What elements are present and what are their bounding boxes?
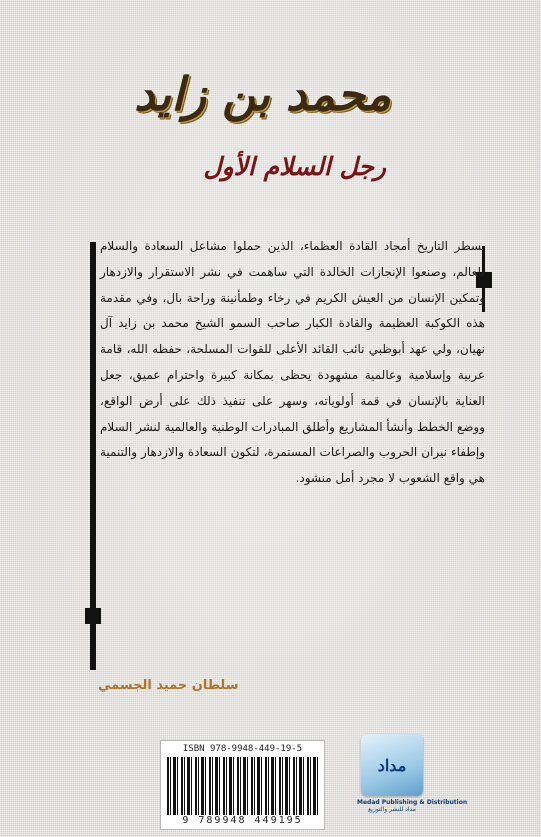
publisher-logo-word: مداد bbox=[377, 755, 407, 775]
publisher-logo bbox=[357, 734, 468, 826]
publisher-name-ar: مداد للنشر والتوزيع bbox=[368, 806, 416, 813]
publisher-logo-tile bbox=[361, 734, 423, 796]
book-title: محمد بن زايد bbox=[134, 67, 391, 121]
left-rule-marker bbox=[85, 608, 101, 624]
author-name: سلطان حميد الجسمي bbox=[98, 678, 239, 693]
publisher-name-en: Medad Publishing & Distribution bbox=[357, 799, 468, 806]
blurb-text: يسطر التاريخ أمجاد القادة العظماء، الذين حملوا مشاعل السعادة والسلام للعالم، وصنعوا الإنجازات الخالدة التي ساهمت في نشر الاستقرار والازدهار وتمكين الإنسان من العيش الكريم في رخاء وطمأنينة وراحة بال، وفي مقدمة هذه الكوكبة العظيمة والقادة الكبار صاحب السمو الشيخ محمد بن زايد آل نهيان، ولي عهد أبوظبي نائب القائد الأعلى للقوات المسلحة، حفظه الله، قامة عربية وإسلامية وعالمية مشهودة يحظى بمكانة كبيرة واحترام عميق، جعل العناية بالإنسان في قمة أولوياته، وسهر على تنفيذ ذلك على أرض الواقع، ووضع الخطط وأنشأ المشاريع وأطلق المبادرات الوطنية والعالمية لنشر السلام وإطفاء نيران الحروب والصراعات المستمرة، لتكون السعادة والازدهار والتنمية هي واقع الشعوب لا مجرد أمل منشود. bbox=[100, 239, 485, 486]
barcode-bars bbox=[167, 757, 318, 815]
isbn-number: ISBN 978-9948-449-19-5 bbox=[182, 744, 303, 754]
book-subtitle: رجل السلام الأول bbox=[203, 152, 386, 181]
ean-number: 9 789948 449195 bbox=[182, 815, 303, 826]
isbn-barcode bbox=[160, 740, 325, 830]
left-vertical-rule bbox=[90, 242, 96, 670]
